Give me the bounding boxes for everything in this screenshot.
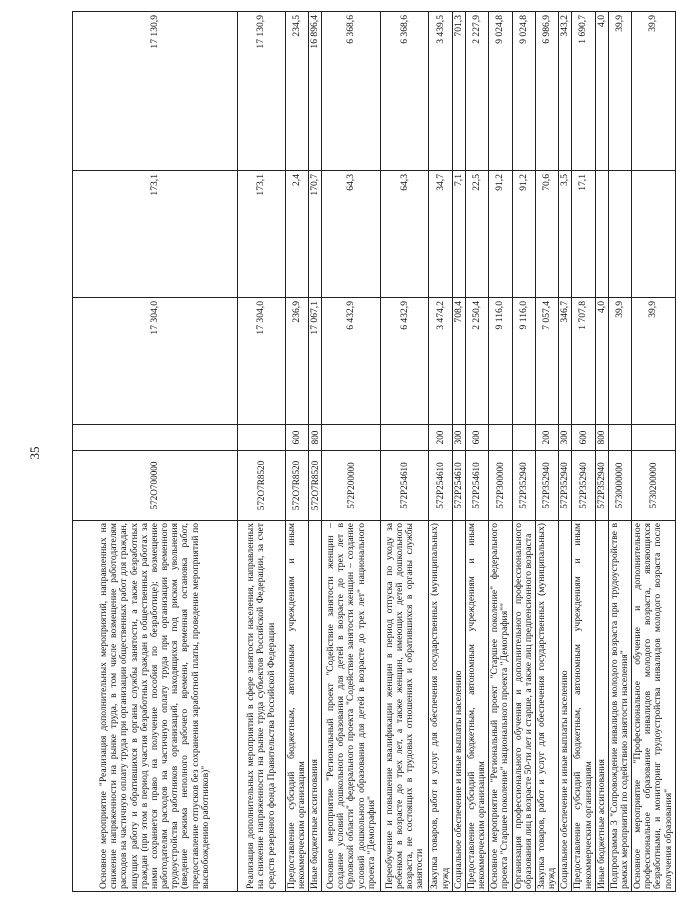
row-code-cell: 572О7R8520 bbox=[238, 451, 286, 521]
row-code-cell: 572О7R8520 bbox=[309, 451, 322, 521]
row-expense-type-cell bbox=[512, 425, 535, 451]
row-name-cell: Иные бюджетные ассигнования bbox=[309, 521, 322, 892]
page-number: 35 bbox=[27, 446, 42, 460]
row-amount-cell: 343,2 bbox=[559, 12, 572, 171]
row-expense-type-cell bbox=[608, 425, 631, 451]
row-name-cell: Основное мероприятие "Профессиональное обучение и дополнительное профессиональное образование инвалидов молодого возраста, являющихся безработными, и мониторинг трудоустройства инвалидов молодого возраста после получения образования" bbox=[632, 521, 676, 892]
row-amount-cell: 2 227,9 bbox=[465, 12, 488, 171]
row-amount-cell bbox=[608, 171, 631, 298]
budget-table bbox=[72, 11, 676, 892]
table-row bbox=[309, 12, 322, 892]
row-amount-cell: 91,2 bbox=[512, 171, 535, 298]
row-amount-cell: 170,7 bbox=[309, 171, 322, 298]
row-amount-cell: 34,7 bbox=[429, 171, 452, 298]
row-amount-cell: 17,1 bbox=[572, 171, 595, 298]
table-row bbox=[512, 12, 535, 892]
row-code-cell: 572Р254610 bbox=[381, 451, 429, 521]
row-amount-cell: 6 432,9 bbox=[322, 298, 381, 425]
table-row bbox=[465, 12, 488, 892]
table-row bbox=[73, 12, 238, 892]
row-amount-cell: 6 432,9 bbox=[381, 298, 429, 425]
row-amount-cell: 1 690,7 bbox=[572, 12, 595, 171]
table-row bbox=[632, 12, 676, 892]
row-amount-cell: 64,3 bbox=[381, 171, 429, 298]
row-amount-cell: 6 986,9 bbox=[535, 12, 558, 171]
row-amount-cell: 9 024,8 bbox=[489, 12, 512, 171]
row-code-cell: 572Р352940 bbox=[572, 451, 595, 521]
row-code-cell: 572Р254610 bbox=[429, 451, 452, 521]
row-amount-cell: 6 368,6 bbox=[381, 12, 429, 171]
row-name-cell: Предоставление субсидий бюджетным, автономным учреждениям и иным некоммерческим организациям bbox=[465, 521, 488, 892]
row-amount-cell: 16 896,4 bbox=[309, 12, 322, 171]
row-amount-cell: 3 474,2 bbox=[429, 298, 452, 425]
row-code-cell: 572О700000 bbox=[73, 451, 238, 521]
table-row bbox=[559, 12, 572, 892]
table-row bbox=[452, 12, 465, 892]
table-row bbox=[572, 12, 595, 892]
row-name-cell: Предоставление субсидий бюджетным, автономным учреждениям и иным некоммерческим организациям bbox=[286, 521, 309, 892]
table-row bbox=[381, 12, 429, 892]
table-row bbox=[429, 12, 452, 892]
row-code-cell: 572Р352940 bbox=[512, 451, 535, 521]
row-expense-type-cell bbox=[632, 425, 676, 451]
row-code-cell: 572Р352940 bbox=[595, 451, 608, 521]
row-code-cell: 572Р200000 bbox=[322, 451, 381, 521]
rotated-table-area bbox=[72, 12, 674, 892]
row-code-cell: 572Р352940 bbox=[535, 451, 558, 521]
table-row bbox=[489, 12, 512, 892]
row-expense-type-cell: 200 bbox=[535, 425, 558, 451]
row-expense-type-cell bbox=[238, 425, 286, 451]
budget-table-body bbox=[73, 12, 676, 892]
row-amount-cell: 6 368,6 bbox=[322, 12, 381, 171]
row-name-cell: Переобучение и повышение квалификации женщин в период отпуска по уходу за ребенком в возрасте до трех лет, а также женщин, имеющих детей дошкольного возраста, не состоящих в трудовых отношениях и обратившихся в органы службы занятости bbox=[381, 521, 429, 892]
table-row bbox=[238, 12, 286, 892]
row-code-cell: 572Р352940 bbox=[559, 451, 572, 521]
row-name-cell: Организация профессионального обучения и дополнительного профессионального образования лиц в возрасте 50-ти лет и старше, а также лиц предпенсионного возраста bbox=[512, 521, 535, 892]
row-amount-cell: 3 439,5 bbox=[429, 12, 452, 171]
row-amount-cell: 9 116,0 bbox=[512, 298, 535, 425]
row-amount-cell: 17 304,0 bbox=[238, 298, 286, 425]
row-name-cell: Основное мероприятие "Региональный проект "Содействие занятости женщин – создание условий дошкольного образования для детей в возрасте до трех лет в Орловской области" федерального проекта "Содействие занятости женщин – создание условий дошкольного образования для детей в возрасте до трех лет" национального проекта "Демография" bbox=[322, 521, 381, 892]
table-row bbox=[535, 12, 558, 892]
row-expense-type-cell bbox=[73, 425, 238, 451]
row-amount-cell: 7,1 bbox=[452, 171, 465, 298]
row-expense-type-cell: 300 bbox=[452, 425, 465, 451]
row-amount-cell: 9 116,0 bbox=[489, 298, 512, 425]
row-amount-cell: 4,0 bbox=[595, 298, 608, 425]
row-name-cell: Социальное обеспечение и иные выплаты населению bbox=[559, 521, 572, 892]
row-code-cell: 572Р254610 bbox=[452, 451, 465, 521]
row-amount-cell: 346,7 bbox=[559, 298, 572, 425]
row-code-cell: 572Р300000 bbox=[489, 451, 512, 521]
table-row bbox=[608, 12, 631, 892]
row-expense-type-cell: 800 bbox=[595, 425, 608, 451]
row-name-cell: Основное мероприятие "Реализация дополнительных мероприятий, направленных на снижение напряженности на рынке труда, в том числе возмещение работодателям расходов на частичную оплату труда при организации общественных работ для граждан, ищущих работу и обратившихся в органы службы занятости, а также безработных граждан (при этом в период участия безработных граждан в общественных работах за ними сохраняется право на получение пособия по безработице); возмещение работодателям расходов на частичную оплату труда при организации временного трудоустройства работников организаций, находящихся под риском увольнения (введение режима неполного рабочего времени, временная остановка работ, предоставление отпусков без сохранения заработной платы, проведение мероприятий по высвобождению работников)" bbox=[73, 521, 238, 892]
row-amount-cell: 17 304,0 bbox=[73, 298, 238, 425]
row-name-cell: Основное мероприятие "Региональный проект "Старшее поколение" федерального проекта "Старшее поколение" национального проекта "Демография"" bbox=[489, 521, 512, 892]
row-amount-cell bbox=[595, 171, 608, 298]
row-amount-cell: 17 067,1 bbox=[309, 298, 322, 425]
table-row bbox=[595, 12, 608, 892]
row-amount-cell: 39,9 bbox=[608, 12, 631, 171]
row-expense-type-cell bbox=[381, 425, 429, 451]
row-amount-cell: 70,6 bbox=[535, 171, 558, 298]
row-code-cell: 572О7R8520 bbox=[286, 451, 309, 521]
row-expense-type-cell bbox=[322, 425, 381, 451]
row-amount-cell: 64,3 bbox=[322, 171, 381, 298]
row-amount-cell: 173,1 bbox=[73, 171, 238, 298]
row-expense-type-cell: 600 bbox=[572, 425, 595, 451]
row-amount-cell: 3,5 bbox=[559, 171, 572, 298]
row-name-cell: Социальное обеспечение и иные выплаты населению bbox=[452, 521, 465, 892]
row-code-cell: 5730200000 bbox=[632, 451, 676, 521]
row-code-cell: 572Р254610 bbox=[465, 451, 488, 521]
row-amount-cell: 173,1 bbox=[238, 171, 286, 298]
row-amount-cell: 2 250,4 bbox=[465, 298, 488, 425]
row-name-cell: Подпрограмма 3 "Сопровождение инвалидов молодого возраста при трудоустройстве в рамках мероприятий по содействию занятости населения" bbox=[608, 521, 631, 892]
row-amount-cell: 22,5 bbox=[465, 171, 488, 298]
row-expense-type-cell bbox=[489, 425, 512, 451]
row-expense-type-cell: 200 bbox=[429, 425, 452, 451]
row-amount-cell: 39,9 bbox=[632, 298, 676, 425]
row-name-cell: Иные бюджетные ассигнования bbox=[595, 521, 608, 892]
row-expense-type-cell: 300 bbox=[559, 425, 572, 451]
row-amount-cell: 17 130,9 bbox=[73, 12, 238, 171]
row-amount-cell: 708,4 bbox=[452, 298, 465, 425]
row-amount-cell: 2,4 bbox=[286, 171, 309, 298]
row-amount-cell: 701,3 bbox=[452, 12, 465, 171]
table-row bbox=[322, 12, 381, 892]
row-amount-cell: 1 707,8 bbox=[572, 298, 595, 425]
row-amount-cell: 39,9 bbox=[632, 12, 676, 171]
row-amount-cell: 4,0 bbox=[595, 12, 608, 171]
row-amount-cell: 9 024,8 bbox=[512, 12, 535, 171]
row-expense-type-cell: 600 bbox=[465, 425, 488, 451]
row-name-cell: Закупка товаров, работ и услуг для обеспечения государственных (муниципальных) нужд bbox=[429, 521, 452, 892]
row-code-cell: 5730000000 bbox=[608, 451, 631, 521]
row-expense-type-cell: 600 bbox=[286, 425, 309, 451]
row-amount-cell: 91,2 bbox=[489, 171, 512, 298]
row-amount-cell: 236,9 bbox=[286, 298, 309, 425]
budget-table-sheet bbox=[72, 12, 674, 892]
row-name-cell: Закупка товаров, работ и услуг для обеспечения государственных (муниципальных) нужд bbox=[535, 521, 558, 892]
row-amount-cell: 39,9 bbox=[608, 298, 631, 425]
row-expense-type-cell: 800 bbox=[309, 425, 322, 451]
row-name-cell: Предоставление субсидий бюджетным, автономным учреждениям и иным некоммерческим организациям bbox=[572, 521, 595, 892]
row-amount-cell: 234,5 bbox=[286, 12, 309, 171]
row-amount-cell: 17 130,9 bbox=[238, 12, 286, 171]
table-row bbox=[286, 12, 309, 892]
row-amount-cell: 7 057,4 bbox=[535, 298, 558, 425]
row-name-cell: Реализация дополнительных мероприятий в сфере занятости населения, направленных на снижение напряженности на рынке труда субъектов Российской Федерации, за счет средств резервного фонда Правительства Российской Федерации bbox=[238, 521, 286, 892]
row-amount-cell bbox=[632, 171, 676, 298]
